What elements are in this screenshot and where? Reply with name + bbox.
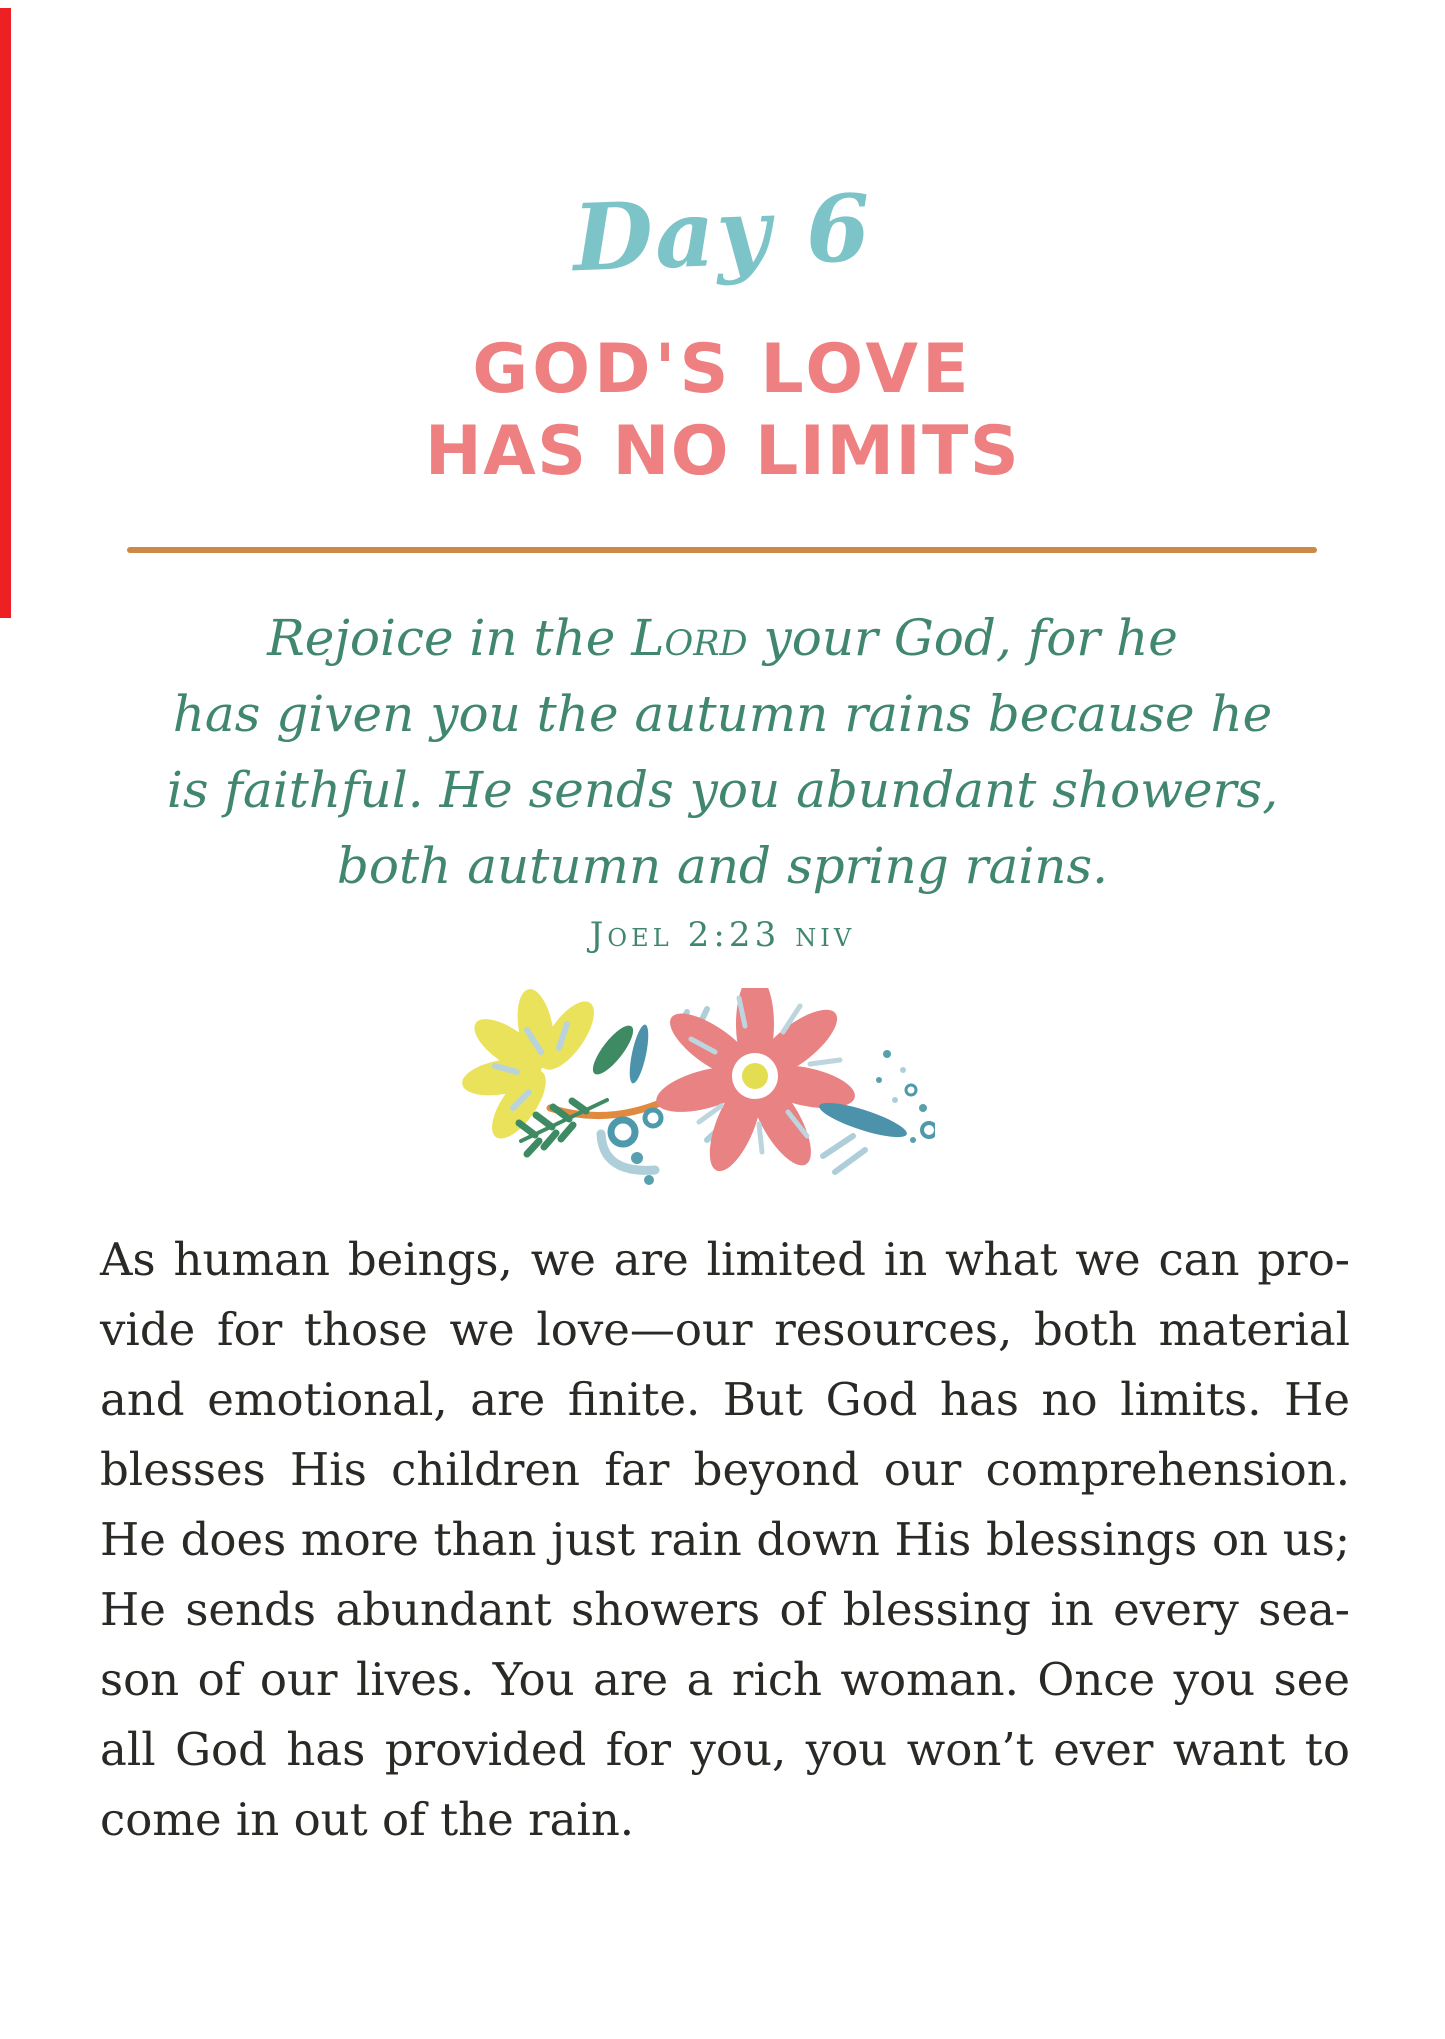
divider-rule [127,547,1317,553]
ring-icon [611,1120,635,1144]
day-script-label: Day 6 [571,173,874,293]
dot-icon [644,1175,654,1185]
verse-block [0,600,1445,904]
coral-daisy-icon [652,988,859,1178]
yellow-flower-icon [459,988,604,1147]
body-line: As human beings, we are limited in what we can pro- [100,1233,1350,1286]
teal-leaf-icon [816,1096,910,1143]
verse-line: both autumn and spring rains. [336,837,1109,895]
body-line: vide for those we love—our resources, both material [100,1303,1350,1356]
lord-smallcaps: Lord [631,609,748,667]
body-line: and emotional, are finite. But God has no limits. He [100,1373,1350,1426]
body-line: blesses His children far beyond our comprehension. [100,1443,1350,1496]
dot-icon [631,1152,643,1164]
flower-sprig-illustration [455,988,935,1193]
ring-icon [645,1110,661,1126]
body-line: come in out of the rain. [100,1793,635,1846]
body-line: son of our lives. You are a rich woman. Once you see [100,1653,1350,1706]
verse-line: Rejoice in the Lord your God, for he [267,609,1178,667]
verse-reference: Joel 2:23 niv [589,915,856,955]
body-line: He sends abundant showers of blessing in every sea- [100,1583,1350,1636]
verse-line: has given you the autumn rains because he [172,685,1273,743]
body-line: all God has provided for you, you won’t ever want to [100,1723,1350,1776]
body-line: He does more than just rain down His blessings on us; [100,1513,1350,1566]
page-title-line2: HAS NO LIMITS [424,412,1021,491]
blue-dashes-icon [823,1136,865,1172]
page-title-line1: GOD'S LOVE [472,330,973,409]
verse-line: is faithful. He sends you abundant showers, [166,761,1279,819]
body-paragraph [100,1225,1350,1855]
